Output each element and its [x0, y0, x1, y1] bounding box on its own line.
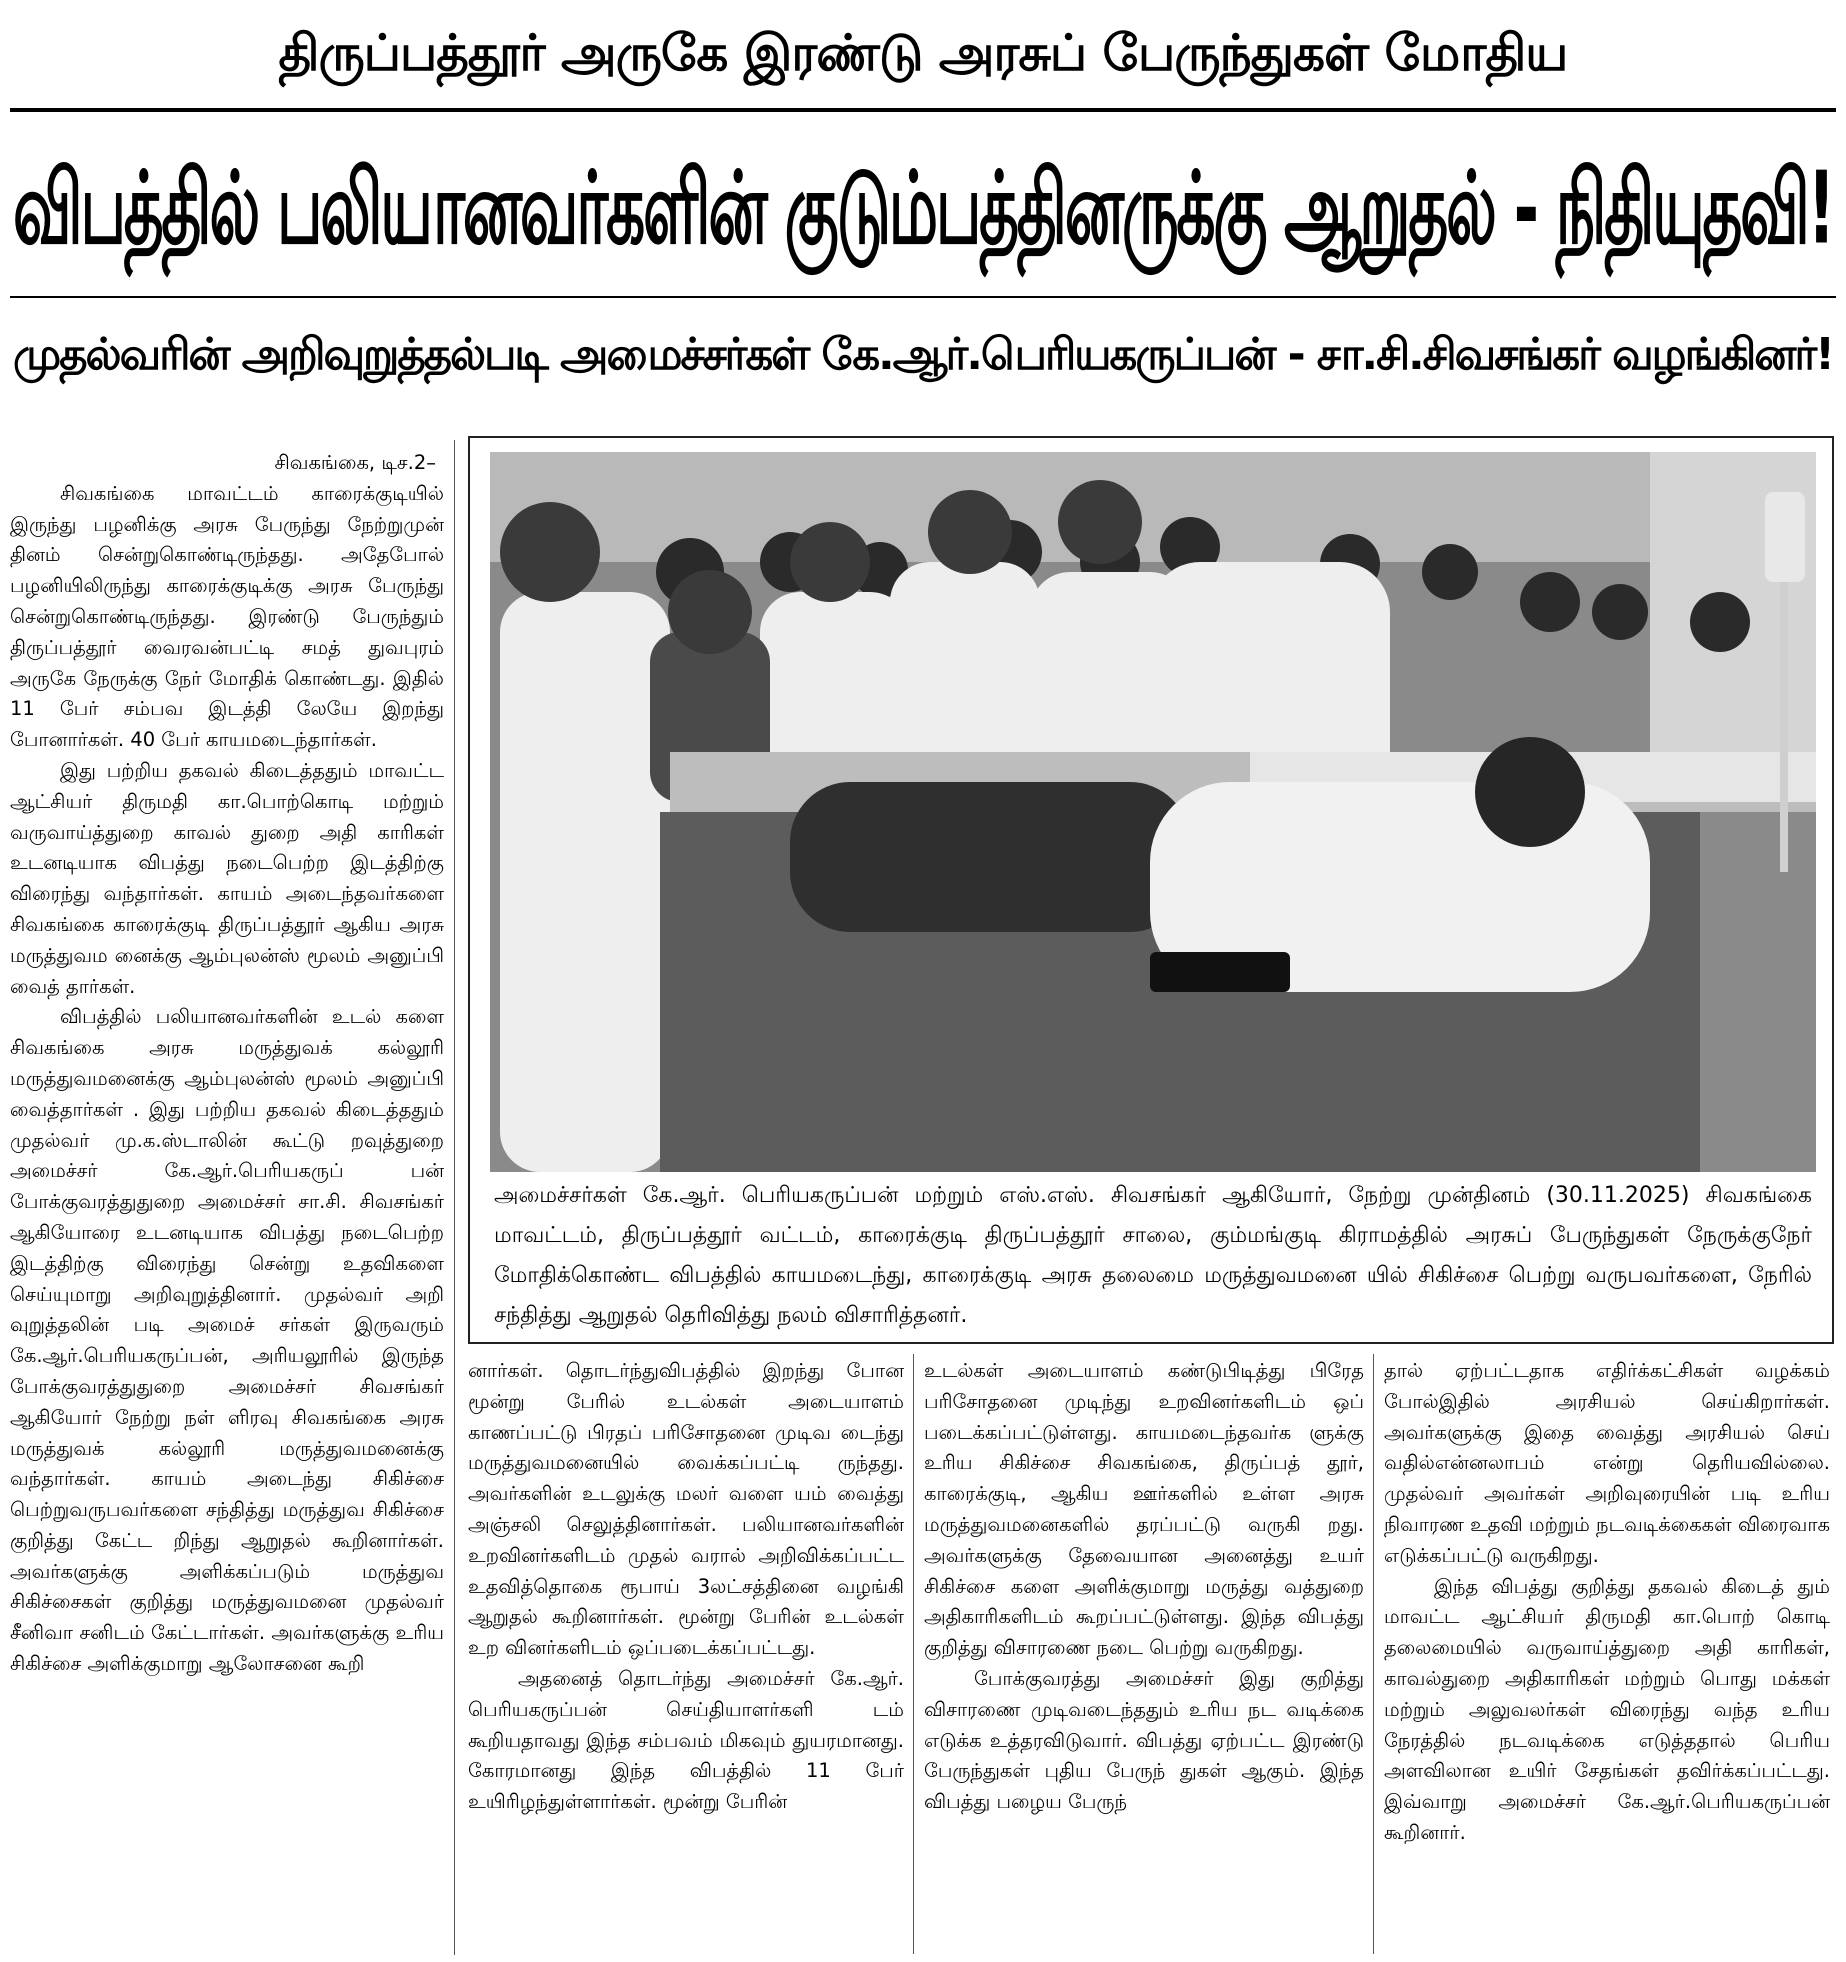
column-divider [454, 440, 455, 1955]
subhead-divider [10, 296, 1836, 298]
article-column-4 [1384, 1356, 1830, 1956]
photo-box [468, 436, 1834, 1344]
subheadline: முதல்வரின் அறிவுறுத்தல்படி அமைச்சர்கள் கே.ஆர்.பெரியகருப்பன் - சா.சி.சிவசங்கர் வழங்கினர்! [13, 329, 1833, 380]
paragraph: இது பற்றிய தகவல் கிடைத்ததும் மாவட்ட ஆட்சியர் திருமதி கா.பொற்கொடி மற்றும் வருவாய்த்துறை காவல் துறை அதி காரிகள் உடனடியாக விபத்து நடைபெற்ற இடத்திற்கு விரைந்து வந்தார்கள். காயம் அடைந்தவர்களை சிவகங்கை காரைக்குடி திருப்பத்தூர் ஆகிய அரசு மருத்துவம னைக்கு ஆம்புலன்ஸ் மூலம் அனுப்பி வைத் தார்கள். [10, 758, 444, 998]
paragraph: விபத்தில் பலியானவர்களின் உடல் களை சிவகங்கை அரசு மருத்துவக் கல்லூரி மருத்துவமனைக்கு ஆம்புலன்ஸ் மூலம் அனுப்பி வைத்தார்கள் . இது பற்றிய தகவல் கிடைத்ததும் முதல்வர் மு.க.ஸ்டாலின் கூட்டு றவுத்துறை அமைச்சர் கே.ஆர்.பெரியகருப் பன் போக்குவரத்துதுறை அமைச்சர் சா.சி. சிவசங்கர் ஆகியோரை உடனடியாக விபத்து நடைபெற்ற இடத்திற்கு விரைந்து சென்று உதவிகளை செய்யுமாறு அறிவுறுத்தினார். முதல்வர் அறி வுறுத்தலின் படி அமைச் சர்கள் இருவரும் கே.ஆர்.பெரியகருப்பன், அரியலூரில் இருந்த போக்குவரத்துதுறை அமைச்சர் சிவசங்கர் ஆகியோர் நேற்று நள் ளிரவு சிவகங்கை அரசு மருத்துவக் கல்லூரி மருத்துவமனைக்கு வந்தார்கள். காயம் அடைந்து சிகிச்சை பெற்றுவருபவர்களை சந்தித்து மருத்துவ சிகிச்சை குறித்து கேட்ட றிந்து ஆறுதல் கூறினார்கள். அவர்களுக்கு அளிக்கப்படும் மருத்துவ சிகிச்சைகள் குறித்து மருத்துவமனை முதல்வர் சீனிவா சனிடம் கேட்டார்கள். அவர்களுக்கு உரிய சிகிச்சை அளிக்குமாறு ஆலோசனை கூறி [10, 1005, 444, 1676]
main-headline: விபத்தில் பலியானவர்களின் குடும்பத்தினருக்கு ஆறுதல் - நிதியுதவி! [13, 150, 1834, 267]
paragraph: அதனைத் தொடர்ந்து அமைச்சர் கே.ஆர். பெரியகருப்பன் செய்தியாளர்களி டம் கூறியதாவது இந்த சம்பவம் மிகவும் துயரமானது. கோரமானது இந்த விபத்தில் 11 பேர் உயிரிழந்துள்ளார்கள். மூன்று பேரின் [468, 1666, 904, 1814]
paragraph: தால் ஏற்பட்டதாக எதிர்க்கட்சிகள் வழக்கம் போல்இதில் அரசியல் செய்கிறார்கள். அவர்களுக்கு இதை வைத்து அரசியல் செய் வதில்என்னலாபம் என்று தெரியவில்லை. முதல்வர் அவர்கள் அறிவுரையின் படி உரிய நிவாரண உதவி மற்றும் நடவடிக்கைகள் விரைவாக எடுக்கப்பட்டு வருகிறது. [1384, 1359, 1830, 1567]
paragraph: போக்குவரத்து அமைச்சர் இது குறித்து விசாரணை முடிவடைந்ததும் உரிய நட வடிக்கை எடுக்க உத்தரவிடுவார். விபத்து ஏற்பட்ட இரண்டு பேருந்துகள் புதிய பேருந் துகள் ஆகும். இந்த விபத்து பழைய பேருந் [924, 1666, 1364, 1814]
article-column-3 [924, 1356, 1364, 1956]
paragraph: னார்கள். தொடர்ந்துவிபத்தில் இறந்து போன மூன்று பேரில் உடல்கள் அடையாளம் காணப்பட்டு பிரதப் பரிசோதனை முடிவ டைந்து மருத்துவமனையில் வைக்கப்பட்டி ருந்தது. அவர்களின் உடலுக்கு மலர் வளை யம் வைத்து அஞ்சலி செலுத்தினார்கள். பலியானவர்களின் உறவினர்களிடம் முதல் வரால் அறிவிக்கப்பட்ட உதவித்தொகை ரூபாய் 3லட்சத்தினை வழங்கி ஆறுதல் கூறினார்கள். மூன்று பேரின் உடல்கள் உற வினர்களிடம் ஒப்படைக்கப்பட்டது. [468, 1359, 904, 1660]
article-column-2 [468, 1356, 904, 1956]
column-divider [1373, 1354, 1374, 1954]
dateline: சிவகங்கை, டிச.2– [274, 451, 436, 474]
article-column-1 [10, 448, 444, 1958]
column-divider [913, 1354, 914, 1954]
kicker-headline: திருப்பத்தூர் அருகே இரண்டு அரசுப் பேருந்துகள் மோதிய [278, 24, 1568, 82]
photo-caption: அமைச்சர்கள் கே.ஆர். பெரியகருப்பன் மற்றும் எஸ்.எஸ். சிவசங்கர் ஆகியோர், நேற்று முன்தினம் (30.11.2025) சிவகங்கை மாவட்டம், திருப்பத்தூர் வட்டம், காரைக்குடி திருப்பத்தூர் சாலை, கும்மங்குடி கிராமத்தில் அரசுப் பேருந்துகள் நேருக்குநேர் மோதிக்கொண்ட விபத்தில் காயமடைந்து, காரைக்குடி அரசு தலைமை மருத்துவமனை யில் சிகிச்சை பெற்று வருபவர்களை, நேரில் சந்தித்து ஆறுதல் தெரிவித்து நலம் விசாரித்தனர். [494, 1183, 1812, 1328]
paragraph: உடல்கள் அடையாளம் கண்டுபிடித்து பிரேத பரிசோதனை முடிந்து உறவினர்களிடம் ஒப் படைக்கப்பட்டுள்ளது. காயமடைந்தவர்க ளுக்கு உரிய சிகிச்சை சிவகங்கை, திருப்பத் தூர், காரைக்குடி, ஆகிய ஊர்களில் உள்ள அரசு மருத்துவமனைகளில் தரப்பட்டு வருகி றது. அவர்களுக்கு தேவையான அனைத்து உயர் சிகிச்சை களை அளிக்குமாறு மருத்து வத்துறை அதிகாரிகளிடம் கூறப்பட்டுள்ளது. இந்த விபத்து குறித்து விசாரணை நடை பெற்று வருகிறது. [924, 1359, 1364, 1660]
paragraph: இந்த விபத்து குறித்து தகவல் கிடைத் தும் மாவட்ட ஆட்சியர் திருமதி கா.பொற் கொடி தலைமையில் வருவாய்த்துறை அதி காரிகள், காவல்துறை அதிகாரிகள் மற்றும் பொது மக்கள் மற்றும் அலுவலர்கள் விரைந்து வந்த உரிய நேரத்தில் நடவடிக்கை எடுத்ததால் பெரிய அளவிலான உயிர் சேதங்கள் தவிர்க்கப்பட்டது. இவ்வாறு அமைச்சர் கே.ஆர்.பெரியகருப்பன் கூறினார். [1384, 1574, 1830, 1844]
paragraph: சிவகங்கை மாவட்டம் காரைக்குடியில் இருந்து பழனிக்கு அரசு பேருந்து நேற்றுமுன் தினம் சென்றுகொண்டிருந்தது. அதேபோல் பழனியிலிருந்து காரைக்குடிக்கு அரசு பேருந்து சென்றுகொண்டிருந்தது. இரண்டு பேருந்தும் திருப்பத்தூர் வைரவன்பட்டி சமத் துவபுரம் அருகே நேருக்கு நேர் மோதிக் கொண்டது. இதில் 11 பேர் சம்பவ இடத்தி லேயே இறந்து போனார்கள். 40 பேர் காயமடைந்தார்கள். [10, 481, 444, 752]
news-photo [490, 452, 1816, 1172]
headline-divider [10, 108, 1836, 112]
